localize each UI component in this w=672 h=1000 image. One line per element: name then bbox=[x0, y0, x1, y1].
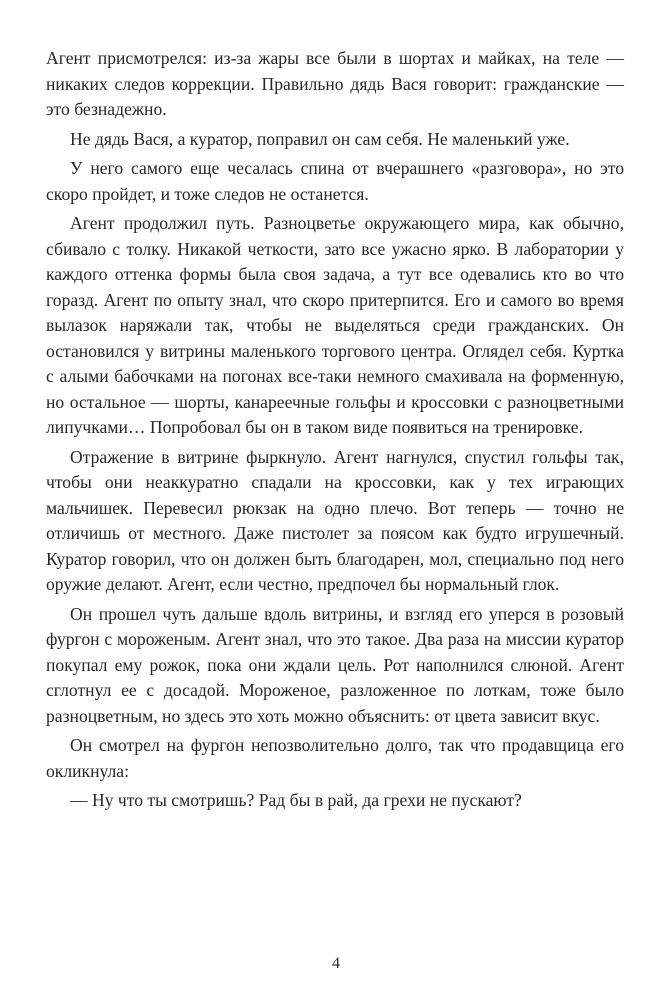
paragraph: Агент продолжил путь. Разноцветье окружающего мира, как обычно, сбивало с толку. Никакой четкости, зато все ужасно ярко. В лаборатории у каждого оттенка формы была своя задача, а тут все одевались кто во что горазд. Агент по опыту знал, что скоро притерпится. Его и самого во время вылазок наряжали так, чтобы не выделяться среди гражданских. Он остановился у витрины маленького торгового центра. Оглядел себя. Куртка с алыми бабочками на погонах все-таки немного смахивала на форменную, но остальное — шорты, канареечные гольфы и кроссовки с разноцветными липучками… Попробовал бы он в таком виде появиться на тренировке. bbox=[46, 213, 624, 437]
paragraph: Агент присмотрелся: из-за жары все были в шортах и майках, на теле — никаких следов коррекции. Правильно дядь Вася говорит: гражданские — это безнадежно. bbox=[46, 48, 624, 119]
body-text bbox=[46, 46, 624, 818]
page-number: 4 bbox=[332, 955, 340, 972]
paragraph: Отражение в витрине фыркнуло. Агент нагнулся, спустил гольфы так, чтобы они неаккуратно спадали на кроссовки, как у тех играющих мальчишек. Перевесил рюкзак на одно плечо. Вот теперь — точно не отличишь от местного. Даже пистолет за поясом как будто игрушечный. Куратор говорил, что он должен быть благодарен, мол, специально под него оружие делают. Агент, если честно, предпочел бы нормальный глок. bbox=[46, 446, 624, 594]
paragraph: — Ну что ты смотришь? Рад бы в рай, да грехи не пускают? bbox=[70, 790, 522, 810]
paragraph: У него самого еще чесалась спина от вчерашнего «разговора», но это скоро пройдет, и тоже следов не останется. bbox=[46, 158, 624, 204]
paragraph: Он смотрел на фургон непозволительно долго, так что продавщица его окликнула: bbox=[46, 735, 624, 781]
paragraph: Он прошел чуть дальше вдоль витрины, и взгляд его уперся в розовый фургон с мороженым. Агент знал, что это такое. Два раза на миссии куратор покупал ему рожок, пока они ждали цель. Рот наполнился слюной. Агент сглотнул ее с досадой. Мороженое, разложенное по лоткам, тоже было разноцветным, но здесь это хоть можно объяснить: от цвета зависит вкус. bbox=[46, 603, 624, 726]
paragraph: Не дядь Вася, а куратор, поправил он сам себя. Не маленький уже. bbox=[70, 128, 570, 149]
